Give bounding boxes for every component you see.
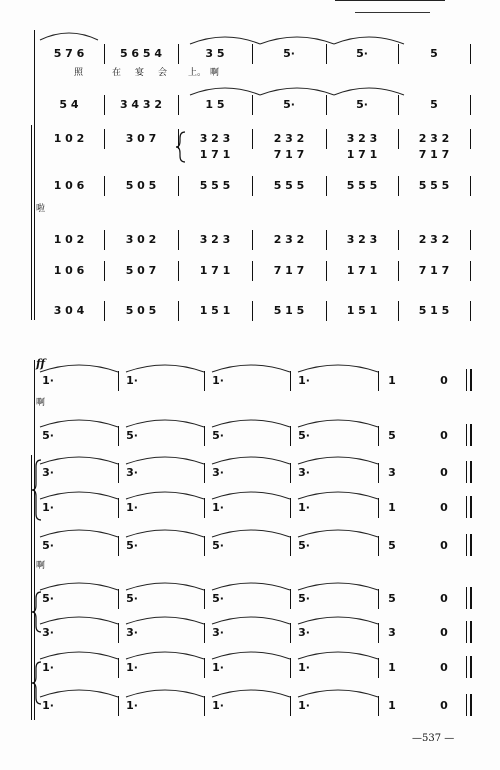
slur [298,530,378,537]
bar-line [470,301,471,321]
slur [298,492,378,499]
slur [334,88,404,95]
jianpu-measure: 5 5 5 [199,179,231,192]
bar-line [178,301,179,321]
jianpu-measure: 3 4 3 2 [119,98,163,111]
bar-line [398,176,399,196]
slur [190,37,260,44]
jianpu-measure: 1 0 6 [53,264,85,277]
bar-line [118,498,119,518]
bar-line [104,176,105,196]
bar-line [204,536,205,556]
jianpu-note: 1· [212,501,224,514]
slur [126,652,204,659]
jianpu-measure: 5 5 5 [418,179,450,192]
jianpu-note: 1· [126,661,138,674]
slur [126,690,204,697]
jianpu-measure: 1 5 [205,98,225,111]
bar-line [204,463,205,483]
final-double-bar [466,424,472,446]
jianpu-measure: 5 0 5 [125,179,157,192]
bar-line [378,589,379,609]
jianpu-note: 1· [126,699,138,712]
jianpu-measure: 1 0 2 [53,132,85,145]
bar-line [326,129,327,149]
slur [212,457,290,464]
slur [126,365,204,372]
bar-line [118,589,119,609]
jianpu-measure: 5 0 7 [125,264,157,277]
jianpu-note: 5· [298,429,310,442]
slur [40,457,118,464]
jianpu-note: 1 [388,501,396,514]
bar-line [378,426,379,446]
bar-line [118,536,119,556]
bar-line [470,261,471,281]
bar-line [378,371,379,391]
jianpu-measure: 2 3 2 [418,233,450,246]
jianpu-measure: 1 0 6 [53,179,85,192]
jianpu-note: 5· [42,592,54,605]
lyric-1: 照 [74,68,84,78]
jianpu-note: 3· [212,626,224,639]
bar-line [118,658,119,678]
jianpu-note: 1 [388,699,396,712]
bar-line [104,230,105,250]
bar-line [252,176,253,196]
jianpu-note: 5· [126,429,138,442]
jianpu-measure: 2 3 2 [273,132,305,145]
bar-line [326,44,327,64]
bar-line [290,426,291,446]
rest-zero: 0 [440,374,448,387]
bar-line [252,301,253,321]
jianpu-note: 3· [42,466,54,479]
bar-line [290,536,291,556]
slur [126,457,204,464]
bar-line [204,696,205,716]
jianpu-note: 5· [212,539,224,552]
lyric-la: 啦 [36,204,46,214]
slur [212,530,290,537]
jianpu-note: 5 [388,592,396,605]
bar-line [326,95,327,115]
jianpu-note: 1· [42,699,54,712]
jianpu-note: 3 [388,466,396,479]
bar-line [398,230,399,250]
bar-line [326,261,327,281]
slur [298,583,378,590]
bar-line [470,176,471,196]
system-2-bracket [31,455,32,720]
slur [40,492,118,499]
jianpu-note: 3· [212,466,224,479]
jianpu-measure: 3 2 3 [346,132,378,145]
slur [126,530,204,537]
jianpu-measure: 5 5 5 [273,179,305,192]
bar-line [178,44,179,64]
jianpu-measure: 3 2 3 [199,233,231,246]
slur [212,492,290,499]
lyric-a-2: 啊 [36,561,46,571]
jianpu-measure: 3 2 3 [346,233,378,246]
bar-line [378,658,379,678]
jianpu-note: 5· [126,539,138,552]
jianpu-note: 1· [42,661,54,674]
rest-zero: 0 [440,539,448,552]
jianpu-measure: 5 4 [59,98,79,111]
bar-line [252,129,253,149]
bar-line [398,301,399,321]
jianpu-note: 1· [212,699,224,712]
bar-line [118,426,119,446]
jianpu-note: 5 [388,429,396,442]
jianpu-note: 5· [298,592,310,605]
jianpu-note: 5 [388,539,396,552]
rest-zero: 0 [440,592,448,605]
jianpu-note: 1· [42,374,54,387]
bar-line [252,95,253,115]
jianpu-measure: 5· [356,47,368,60]
jianpu-note: 1· [298,501,310,514]
jianpu-measure: 5 6 5 4 [119,47,163,60]
jianpu-measure: 3 0 7 [125,132,157,145]
slur [40,365,118,372]
bar-line [104,301,105,321]
jianpu-measure: 3 0 4 [53,304,85,317]
jianpu-measure: 3 2 3 [199,132,231,145]
bar-line [470,95,471,115]
bar-line [118,371,119,391]
bar-line [290,498,291,518]
jianpu-note: 3· [298,466,310,479]
slur [190,88,260,95]
jianpu-measure: 7 1 7 [418,148,450,161]
system-2-left-bar [34,360,35,720]
jianpu-note: 1· [298,374,310,387]
jianpu-measure: 5 [430,47,438,60]
bar-line [252,230,253,250]
jianpu-measure: 1 7 1 [199,148,231,161]
jianpu-measure: 1 7 1 [199,264,231,277]
jianpu-measure: 5 1 5 [273,304,305,317]
bar-line [178,230,179,250]
bar-line [178,176,179,196]
slur [298,652,378,659]
jianpu-measure: 5· [356,98,368,111]
bar-line [104,129,105,149]
jianpu-note: 5· [126,592,138,605]
slur [212,652,290,659]
bar-line [204,589,205,609]
jianpu-note: 1· [212,661,224,674]
bar-line [378,536,379,556]
jianpu-measure: 2 3 2 [418,132,450,145]
jianpu-note: 1· [212,374,224,387]
lyric-4: 会 [158,68,168,78]
jianpu-measure: 1 5 1 [199,304,231,317]
jianpu-measure: 1 7 1 [346,148,378,161]
slur [212,690,290,697]
jianpu-note: 1· [42,501,54,514]
bar-line [470,230,471,250]
jianpu-note: 5· [42,539,54,552]
slur [126,617,204,624]
jianpu-measure: 5 [430,98,438,111]
bar-line [118,696,119,716]
slur [298,420,378,427]
jianpu-note: 1· [126,374,138,387]
jianpu-measure: 5· [283,47,295,60]
slur [212,583,290,590]
bar-line [398,95,399,115]
bar-line [470,129,471,149]
bar-line [398,44,399,64]
lyric-2: 在 [112,68,122,78]
jianpu-note: 1 [388,374,396,387]
bar-line [204,498,205,518]
bar-line [290,696,291,716]
bar-line [204,623,205,643]
final-double-bar [466,656,472,678]
jianpu-measure: 7 1 7 [273,148,305,161]
bar-line [204,426,205,446]
jianpu-measure: 3 5 [205,47,225,60]
bar-line [204,658,205,678]
jianpu-measure: 5 1 5 [418,304,450,317]
jianpu-measure: 2 3 2 [273,233,305,246]
bar-line [204,371,205,391]
bar-line [178,261,179,281]
jianpu-note: 5· [42,429,54,442]
jianpu-note: 1· [126,501,138,514]
lyric-a-1: 啊 [36,398,46,408]
rest-zero: 0 [440,429,448,442]
slur [212,365,290,372]
slur [212,420,290,427]
bar-line [326,176,327,196]
slur [298,690,378,697]
lyric-5: 上。 [188,68,207,78]
bar-line [398,261,399,281]
slur [40,530,118,537]
final-double-bar [466,496,472,518]
system-1-bracket [31,125,32,320]
jianpu-measure: 7 1 7 [273,264,305,277]
jianpu-measure: 5· [283,98,295,111]
bar-line [252,44,253,64]
slur [126,583,204,590]
bar-line [104,261,105,281]
bar-line [290,463,291,483]
bar-line [290,623,291,643]
slur [126,492,204,499]
rest-zero: 0 [440,466,448,479]
slur [260,37,334,44]
rest-zero: 0 [440,501,448,514]
bar-line [290,371,291,391]
bar-line [118,623,119,643]
bar-line [290,589,291,609]
bar-line [326,230,327,250]
jianpu-measure: 5 7 6 [53,47,85,60]
final-double-bar [466,534,472,556]
jianpu-note: 1· [298,699,310,712]
jianpu-measure: 5 5 5 [346,179,378,192]
final-double-bar [466,461,472,483]
jianpu-note: 3· [298,626,310,639]
bar-line [104,95,105,115]
final-double-bar [466,369,472,391]
slur [40,690,118,697]
rest-zero: 0 [440,699,448,712]
jianpu-measure: 1 0 2 [53,233,85,246]
slur-pickup [40,33,98,40]
slur [334,37,404,44]
bar-line [178,95,179,115]
jianpu-measure: 1 5 1 [346,304,378,317]
bar-line [252,261,253,281]
final-double-bar [466,587,472,609]
slur [40,420,118,427]
final-double-bar [466,694,472,716]
jianpu-note: 5· [212,429,224,442]
final-double-bar [466,621,472,643]
slur [40,652,118,659]
jianpu-note: 3 [388,626,396,639]
jianpu-note: 1· [298,661,310,674]
jianpu-note: 3· [126,466,138,479]
rest-zero: 0 [440,661,448,674]
page-number: —537 — [412,733,455,744]
slur [40,583,118,590]
jianpu-measure: 7 1 7 [418,264,450,277]
slur [40,617,118,624]
jianpu-note: 1 [388,661,396,674]
slur [212,617,290,624]
jianpu-measure: 1 7 1 [346,264,378,277]
bar-line [290,658,291,678]
slur [126,420,204,427]
bar-line [378,498,379,518]
jianpu-note: 5· [298,539,310,552]
slur [260,88,334,95]
bar-line [378,696,379,716]
jianpu-measure: 5 0 5 [125,304,157,317]
bar-line [398,129,399,149]
jianpu-note: 3· [126,626,138,639]
slur [298,365,378,372]
bar-line [378,463,379,483]
slur [298,457,378,464]
bar-line [104,44,105,64]
system-1-left-bar [34,30,35,320]
jianpu-note: 5· [212,592,224,605]
dynamic-ff: ff [36,357,46,370]
lyric-3: 宴 [135,68,145,78]
lyric-6: 啊 [210,68,220,78]
bar-line [178,129,179,149]
rest-zero: 0 [440,626,448,639]
jianpu-note: 3· [42,626,54,639]
bar-line [118,463,119,483]
slur [298,617,378,624]
jianpu-measure: 3 0 2 [125,233,157,246]
bar-line [326,301,327,321]
bar-line [378,623,379,643]
bar-line [470,44,471,64]
